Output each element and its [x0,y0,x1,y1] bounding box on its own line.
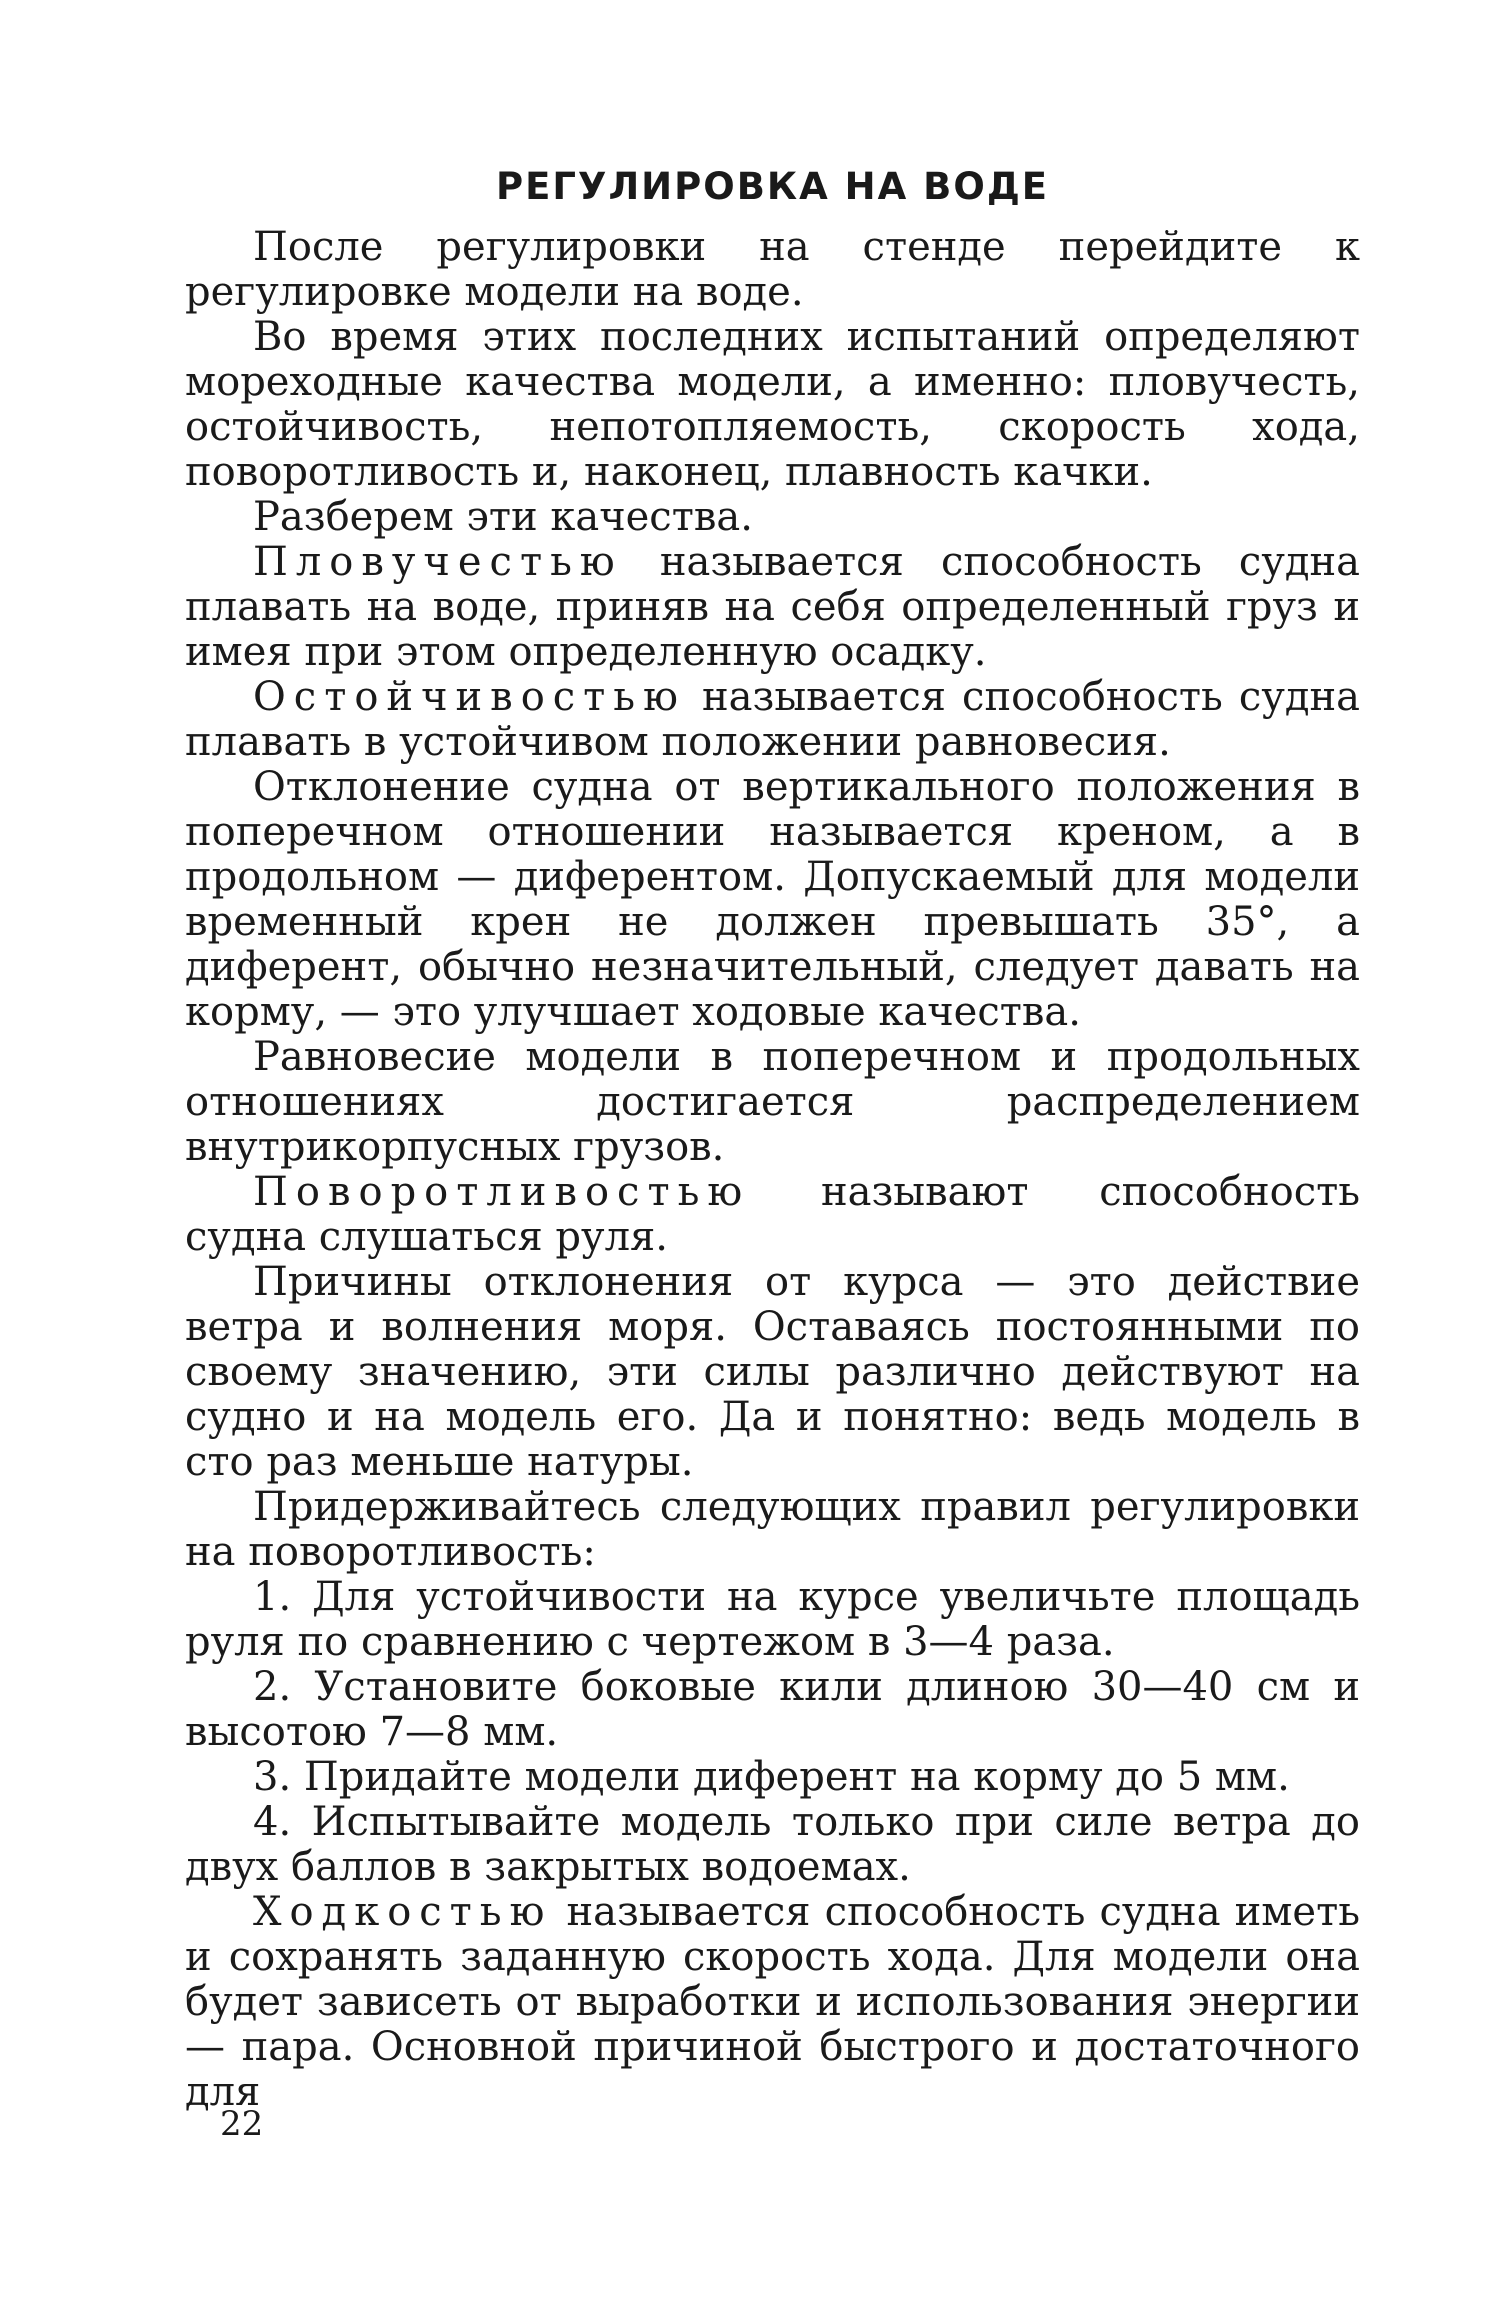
body-text [185,225,1360,2115]
paragraph: Во время этих последних испытаний определяют мореходные качества модели, а именно: пловучесть, остойчивость, непотопляемость, скорость хода, поворотливость и, наконец, плавность качки. [185,314,1360,495]
term-spaced: Ходкостью [253,1889,553,1935]
paragraph: Равновесие модели в поперечном и продольных отношениях достигается распределением внутрикорпусных грузов. [185,1034,1360,1170]
paragraph: Пловучестью называется способность судна плавать на воде, приняв на себя определенный груз и имея при этом определенную осадку. [185,539,1360,675]
paragraph: Отклонение судна от вертикального положения в поперечном отношении называется креном, а в продольном — диферентом. Допускаемый для модели временный крен не должен превышать 35°, а диферент, обычно незначительный, следует давать на корму, — это улучшает ходовые качества. [185,764,1360,1035]
list-item: 1. Для устойчивости на курсе увеличьте площадь руля по сравнению с чертежом в 3—4 раза. [185,1574,1360,1665]
list-item: 4. Испытывайте модель только при силе ветра до двух баллов в закрытых водоемах. [185,1799,1360,1890]
list-item: 3. Придайте модели диферент на корму до 5 мм. [253,1754,1290,1800]
paragraph: Ходкостью называется способность судна иметь и сохранять заданную скорость хода. Для модели она будет зависеть от выработки и использования энергии — пара. Основной причиной быстрого и достаточного для [185,1889,1360,2115]
list-item: 2. Установите боковые кили длиною 30—40 см и высотою 7—8 мм. [185,1664,1360,1755]
paragraph: После регулировки на стенде перейдите к регулировке модели на воде. [185,224,1360,315]
paragraph: Остойчивостью называется способность судна плавать в устойчивом положении равновесия. [185,674,1360,765]
paragraph: Придерживайтесь следующих правил регулировки на поворотливость: [185,1484,1360,1575]
term-spaced: Остойчивостью [253,674,686,720]
page-number: 22 [220,2104,264,2144]
paragraph: Причины отклонения от курса — это действие ветра и волнения моря. Оставаясь постоянными по своему значению, эти силы различно действуют на судно и на модель его. Да и понятно: ведь модель в сто раз меньше натуры. [185,1259,1360,1485]
section-heading: РЕГУЛИРОВКА НА ВОДЕ [495,165,1050,208]
term-spaced: Пловучестью [253,539,623,585]
term-spaced: Поворотливостью [253,1169,751,1215]
paragraph: Разберем эти качества. [253,494,753,540]
paragraph: Поворотливостью называют способность судна слушаться руля. [185,1169,1360,1260]
